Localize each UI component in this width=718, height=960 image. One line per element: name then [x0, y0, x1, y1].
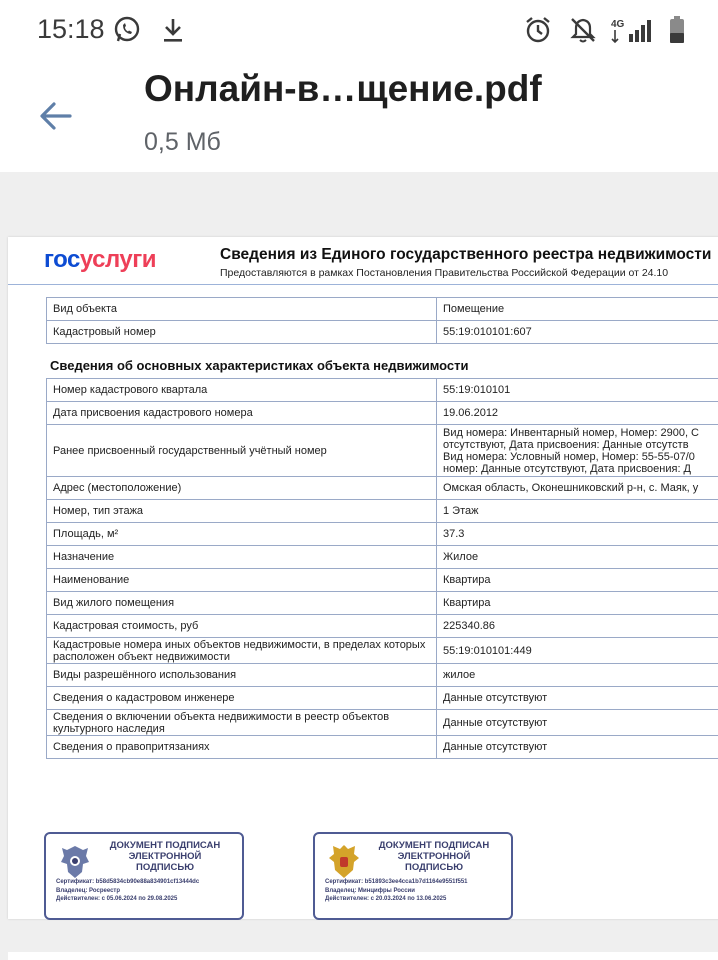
table-row	[47, 500, 718, 523]
table-row	[47, 321, 718, 344]
table-row	[47, 379, 718, 402]
characteristics-table	[46, 378, 718, 759]
row-label: Адрес (местоположение)	[47, 477, 437, 500]
whatsapp-icon	[112, 14, 142, 46]
row-value: 55:19:010101:449	[437, 638, 718, 664]
file-size: 0,5 Мб	[144, 128, 221, 156]
row-label: Кадастровые номера иных объектов недвижимости, в пределах которых расположен объект недвижимости	[47, 638, 437, 664]
row-value-line: Вид номера: Условный номер, Номер: 55-55-07/0	[443, 450, 695, 463]
row-value: Квартира	[437, 569, 718, 592]
row-label: Вид объекта	[47, 298, 437, 321]
back-arrow-icon[interactable]	[36, 96, 76, 136]
table-row	[47, 477, 718, 500]
table-row	[47, 523, 718, 546]
table-row	[47, 615, 718, 638]
section-title: Сведения об основных характеристиках объекта недвижимости	[50, 358, 469, 373]
signature-stamp-rosreestr: ДОКУМЕНТ ПОДПИСАН ЭЛЕКТРОННОЙ ПОДПИСЬЮ Сертификат: b58d5834cb90e88a834901cf13444dc Владелец: Росреестр Действителен: с 05.06.2024 по 29.08.2025	[44, 832, 244, 920]
table-row	[47, 425, 718, 477]
row-value: Данные отсутствуют	[437, 710, 718, 736]
table-row	[47, 710, 718, 736]
row-label: Номер, тип этажа	[47, 500, 437, 523]
row-value: Квартира	[437, 592, 718, 615]
table-row	[47, 638, 718, 664]
row-value: 55:19:010101:607	[437, 321, 718, 344]
table-row	[47, 546, 718, 569]
row-label: Сведения о правопритязаниях	[47, 736, 437, 759]
row-value: Помещение	[437, 298, 718, 321]
signal-4g-icon	[610, 14, 656, 46]
row-value: Жилое	[437, 546, 718, 569]
row-value: Данные отсутствуют	[437, 687, 718, 710]
row-value: 225340.86	[437, 615, 718, 638]
pdf-next-page	[8, 952, 718, 960]
row-label: Назначение	[47, 546, 437, 569]
rosreestr-emblem-icon	[58, 842, 92, 882]
table-row	[47, 664, 718, 687]
header-divider	[8, 284, 718, 285]
row-value: жилое	[437, 664, 718, 687]
row-label: Наименование	[47, 569, 437, 592]
row-label: Сведения о включении объекта недвижимости в реестр объектов культурного наследия	[47, 710, 437, 736]
status-time: 15:18	[37, 14, 105, 44]
row-label: Кадастровый номер	[47, 321, 437, 344]
row-value-line: Вид номера: Инвентарный номер, Номер: 2900, С	[443, 426, 700, 439]
row-label: Номер кадастрового квартала	[47, 379, 437, 402]
table-row	[47, 687, 718, 710]
status-bar	[0, 0, 718, 62]
app-bar	[0, 62, 718, 172]
row-label: Дата присвоения кадастрового номера	[47, 402, 437, 425]
document-title: Сведения из Единого государственного реестра недвижимости	[220, 246, 712, 263]
table-row	[47, 592, 718, 615]
object-table	[46, 297, 718, 344]
row-label: Кадастровая стоимость, руб	[47, 615, 437, 638]
document-subtitle: Предоставляются в рамках Постановления Правительства Российской Федерации от 24.10	[220, 267, 669, 279]
russia-coat-of-arms-icon	[327, 842, 361, 882]
pdf-page	[8, 237, 718, 919]
row-label: Ранее присвоенный государственный учётный номер	[47, 425, 437, 477]
notifications-off-icon	[568, 14, 598, 46]
row-value: 37.3	[437, 523, 718, 546]
battery-icon	[662, 14, 692, 46]
row-value-line: отсутствуют, Дата присвоения: Данные отсутств	[443, 438, 689, 451]
row-value: 1 Этаж	[437, 500, 718, 523]
signature-stamp-mintsifry: ДОКУМЕНТ ПОДПИСАН ЭЛЕКТРОННОЙ ПОДПИСЬЮ Сертификат: b51893c3ee4cca1b7d1164e9551f551 Владелец: Минцифры России Действителен: с 20.03.2024 по 13.06.2025	[313, 832, 513, 920]
row-value: Данные отсутствуют	[437, 736, 718, 759]
pdf-viewer[interactable]	[0, 172, 718, 960]
row-label: Виды разрешённого использования	[47, 664, 437, 687]
table-row	[47, 736, 718, 759]
row-value	[437, 425, 718, 477]
row-value: Омская область, Оконешниковский р-н, с. Маяк, у	[437, 477, 718, 500]
row-label: Площадь, м²	[47, 523, 437, 546]
row-value: 55:19:010101	[437, 379, 718, 402]
row-value-line: номер: Данные отсутствуют, Дата присвоения: Д	[443, 462, 692, 475]
table-row	[47, 569, 718, 592]
row-label: Вид жилого помещения	[47, 592, 437, 615]
table-row	[47, 402, 718, 425]
file-name: Онлайн-в…щение.pdf	[144, 68, 542, 109]
download-icon	[158, 14, 188, 46]
svg-text:4G: 4G	[611, 19, 625, 30]
table-row	[47, 298, 718, 321]
row-label: Сведения о кадастровом инженере	[47, 687, 437, 710]
gosuslugi-logo: госуслуги	[44, 246, 156, 273]
row-value: 19.06.2012	[437, 402, 718, 425]
alarm-icon	[523, 14, 553, 46]
